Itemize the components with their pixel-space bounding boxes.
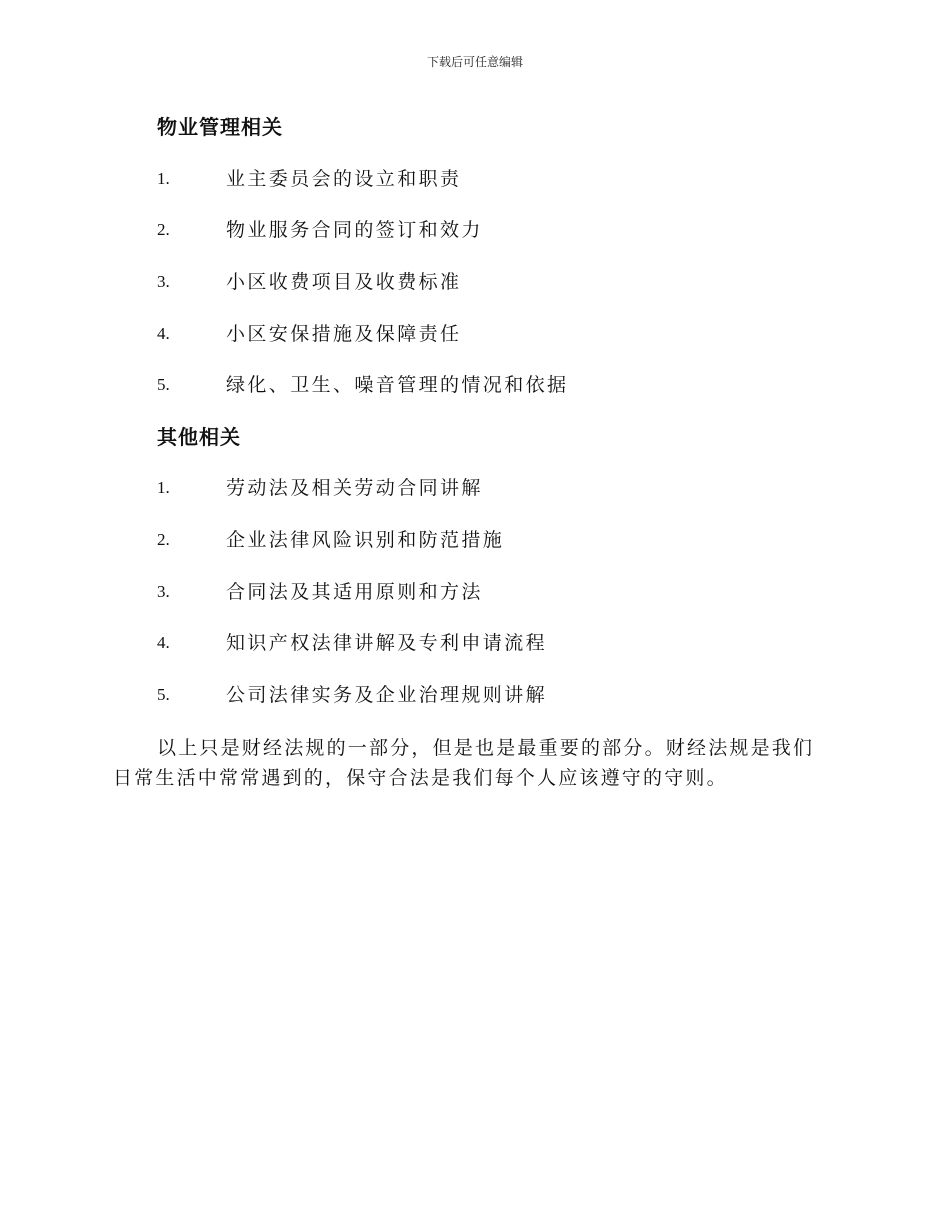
list-item [157, 216, 857, 244]
list-item-number: 4. [157, 633, 170, 652]
list-item-text: 小区收费项目及收费标准 [226, 271, 462, 293]
list-item-number: 5. [157, 685, 170, 704]
header-note: 下载后可任意编辑 [426, 55, 523, 69]
list-item-number: 2. [157, 220, 170, 239]
list-item-number: 3. [157, 272, 170, 291]
list-item-text: 劳动法及相关劳动合同讲解 [226, 477, 483, 499]
list-item-number: 3. [157, 582, 170, 601]
list-item [157, 629, 857, 657]
list-item-text: 合同法及其适用原则和方法 [226, 581, 483, 603]
list-item-number: 4. [157, 324, 170, 343]
list-item-text: 小区安保措施及保障责任 [226, 323, 462, 345]
list-item [157, 526, 857, 554]
list-item [157, 165, 857, 193]
list-item-text: 物业服务合同的签订和效力 [226, 219, 483, 241]
list-item-number: 1. [157, 478, 170, 497]
list-item-text: 企业法律风险识别和防范措施 [226, 529, 505, 551]
list-item [157, 578, 857, 606]
list-item [157, 681, 857, 709]
list-item [157, 371, 857, 399]
closing-paragraph: 以上只是财经法规的一部分，但是也是最重要的部分。财经法规是我们日常生活中常常遇到的，保守合法是我们每个人应该遵守的守则。 [113, 737, 815, 789]
list-item-text: 知识产权法律讲解及专利申请流程 [226, 632, 548, 654]
section-heading-other: 其他相关 [157, 425, 241, 449]
list-item-number: 2. [157, 530, 170, 549]
list-item-text: 业主委员会的设立和职责 [226, 168, 462, 190]
list-item [157, 474, 857, 502]
list-item-text: 绿化、卫生、噪音管理的情况和依据 [226, 374, 569, 396]
list-item [157, 268, 857, 296]
list-item-number: 5. [157, 375, 170, 394]
list-item-text: 公司法律实务及企业治理规则讲解 [226, 684, 548, 706]
list-item-number: 1. [157, 169, 170, 188]
section-heading-property-management: 物业管理相关 [157, 115, 283, 139]
list-item [157, 320, 857, 348]
